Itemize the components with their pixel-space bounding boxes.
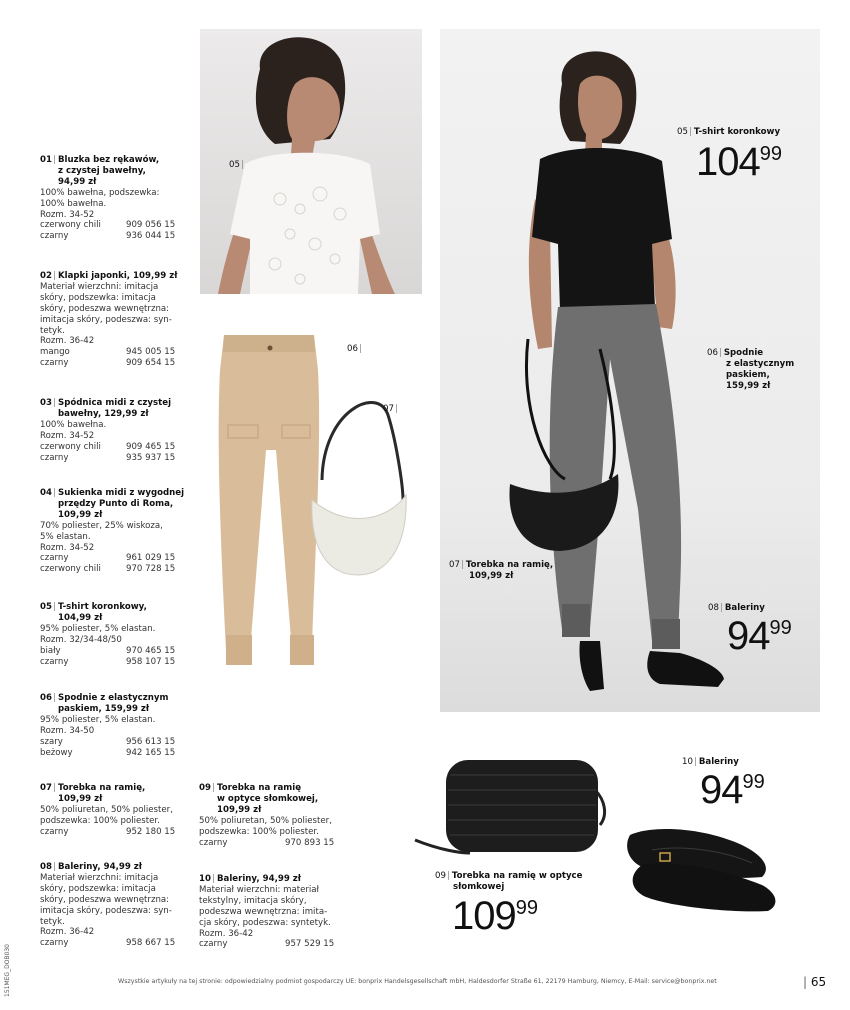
product-title-line: 94,99 zł — [58, 176, 97, 187]
product-detail-line: 100% bawełna. — [40, 198, 107, 209]
variant-color: czarny — [40, 938, 69, 949]
legal-footer: Wszystkie artykuły na tej stronie: odpowiedzialny podmiot gospodarczy UE: bonprix Handelsgesellschaft mbH, Haldesdorfer Straße 61, 22179 Hamburg, Niemcy, E-Mail: service@bonprix.net — [118, 978, 717, 985]
product-detail-line: podszewka: 100% poliester. — [40, 815, 160, 826]
product-number: 01 | — [40, 155, 58, 188]
variant-code: 961 029 15 — [126, 553, 176, 564]
product-detail-line: 50% poliuretan, 50% poliester, — [199, 815, 332, 826]
variant-code: 909 465 15 — [126, 441, 176, 452]
variant-color: czarny — [40, 656, 69, 667]
variant-row — [40, 231, 190, 242]
product-detail-line: tekstylny, imitacja skóry, — [199, 895, 307, 906]
price-tshirt: 10499 — [696, 140, 782, 184]
variant-code: 956 613 15 — [126, 736, 176, 747]
product-title — [58, 271, 190, 282]
product-title-line: Torebka na ramię, — [58, 783, 146, 793]
product-title-line: 109,99 zł — [217, 804, 262, 815]
variant-code: 957 529 15 — [285, 939, 335, 950]
variant-code: 936 044 15 — [126, 231, 176, 242]
product-number: 05 | — [40, 602, 58, 624]
product-entry-10 — [199, 874, 359, 950]
variant-row — [40, 347, 190, 358]
product-detail-line: Rozm. 34-52 — [40, 542, 95, 553]
variant-color: czerwony chili — [40, 441, 101, 452]
product-detail-line: 100% bawełna. — [40, 419, 107, 430]
product-detail-line: 95% poliester, 5% elastan. — [40, 623, 156, 634]
variant-row — [40, 827, 190, 838]
product-title-line: Sukienka midi z wygodnej — [58, 488, 185, 498]
product-entry-heading — [40, 271, 190, 282]
variant-color: czarny — [199, 837, 228, 848]
product-title-line: z czystej bawełny, — [58, 165, 146, 176]
product-entry-05 — [40, 602, 190, 667]
product-number: 02 | — [40, 271, 58, 282]
product-title-line: 109,99 zł — [58, 793, 103, 804]
product-title-line: 109,99 zł — [58, 509, 103, 520]
product-title — [217, 783, 359, 816]
product-detail-line: Materiał wierzchni: imitacja — [40, 872, 159, 883]
product-number: 06 | — [40, 693, 58, 715]
variant-row — [40, 358, 190, 369]
ballet-flats-product — [622, 805, 782, 915]
product-title — [217, 874, 359, 885]
price-shoes-08: 9499 — [727, 614, 792, 658]
variant-color: czarny — [40, 452, 69, 463]
product-detail-line: skóry, podeszwa wewnętrzna: — [40, 894, 170, 905]
product-number: 10 | — [199, 874, 217, 885]
marker-05: 05 | — [229, 160, 244, 170]
variant-row — [40, 564, 190, 575]
product-title-line: paskiem, 159,99 zł — [58, 703, 150, 714]
product-entry-08 — [40, 862, 190, 949]
variant-code: 952 180 15 — [126, 826, 176, 837]
product-entry-04 — [40, 488, 190, 575]
product-detail-line: cja skóry, podeszwa: syntetyk. — [199, 917, 331, 928]
product-title-line: 104,99 zł — [58, 612, 103, 623]
product-number: 09 | — [199, 783, 217, 816]
product-entry-heading — [40, 155, 190, 188]
product-title — [58, 783, 190, 805]
product-detail-line: imitacja skóry, podeszwa: syn- — [40, 905, 172, 916]
product-entry-01 — [40, 155, 190, 242]
variant-code: 970 728 15 — [126, 564, 176, 575]
product-title-line: Baleriny, 94,99 zł — [217, 874, 301, 884]
variant-code: 958 667 15 — [126, 938, 176, 949]
variant-code: 909 056 15 — [126, 220, 176, 231]
product-title — [58, 693, 190, 715]
product-number: 03 | — [40, 398, 58, 420]
product-entry-heading — [40, 862, 190, 873]
variant-code: 909 654 15 — [126, 358, 176, 369]
price-straw-bag: 10999 — [452, 894, 538, 938]
variant-row — [40, 220, 190, 231]
product-detail-line: podszewka: 100% poliester. — [199, 826, 319, 837]
variant-row — [40, 657, 190, 668]
product-detail-line: Rozm. 36-42 — [40, 336, 95, 347]
variant-row — [40, 938, 190, 949]
straw-bag-product — [410, 755, 610, 865]
product-entry-heading — [199, 783, 359, 816]
product-detail-line: Rozm. 34-52 — [40, 430, 95, 441]
variant-code: 970 465 15 — [126, 645, 176, 656]
product-entry-09 — [199, 783, 359, 848]
product-title — [58, 488, 190, 521]
product-entry-heading — [40, 783, 190, 805]
product-detail-line: 50% poliuretan, 50% poliester, — [40, 804, 173, 815]
product-entry-heading — [199, 874, 359, 885]
product-number: 07 | — [40, 783, 58, 805]
product-detail-line: tetyk. — [40, 916, 65, 927]
product-title — [58, 602, 190, 624]
callout-shoes-08: 08 | Baleriny — [708, 603, 765, 614]
product-title-line: Torebka na ramię — [217, 783, 302, 793]
product-title-line: bawełny, 129,99 zł — [58, 408, 149, 419]
product-detail-line: skóry, podeszwa wewnętrzna: — [40, 303, 170, 314]
product-detail-line: 70% poliester, 25% wiskoza, — [40, 520, 163, 531]
variant-color: czarny — [40, 358, 69, 369]
variant-row — [40, 748, 190, 759]
product-entry-heading — [40, 488, 190, 521]
variant-color: czarny — [40, 553, 69, 564]
callout-tshirt: 05 | T-shirt koronkowy — [677, 127, 780, 138]
product-detail-line: Materiał wierzchni: materiał — [199, 884, 320, 895]
variant-color: biały — [40, 645, 61, 656]
product-title-line: Spodnie z elastycznym — [58, 693, 169, 703]
catalog-code: 151MEG_DOB030 — [4, 944, 11, 997]
product-number: 04 | — [40, 488, 58, 521]
callout-pants: 06 | Spodnie z elastycznym paskiem, 159,99 zł — [707, 348, 794, 392]
variant-row — [199, 838, 359, 849]
product-entry-heading — [40, 693, 190, 715]
page-number: | 65 — [803, 975, 826, 989]
variant-row — [40, 442, 190, 453]
product-detail-line: tetyk. — [40, 325, 65, 336]
product-title — [58, 398, 190, 420]
variant-code: 942 165 15 — [126, 747, 176, 758]
product-entry-07 — [40, 783, 190, 838]
product-detail-line: 5% elastan. — [40, 531, 91, 542]
variant-color: czarny — [40, 231, 69, 242]
marker-07: 07 | — [383, 404, 398, 414]
variant-row — [40, 553, 190, 564]
product-title-line: w optyce słomkowej, — [217, 793, 319, 804]
product-detail-line: Rozm. 34-50 — [40, 725, 95, 736]
product-title-line: T-shirt koronkowy, — [58, 602, 147, 612]
product-title — [58, 862, 190, 873]
product-detail-line: skóry, podszewka: imitacja — [40, 883, 156, 894]
product-detail-line: Rozm. 36-42 — [199, 928, 254, 939]
product-title-line: przędzy Punto di Roma, — [58, 498, 174, 509]
product-title-line: Baleriny, 94,99 zł — [58, 862, 142, 872]
variant-code: 945 005 15 — [126, 347, 176, 358]
product-entry-03 — [40, 398, 190, 463]
product-title-line: Spódnica midi z czystej — [58, 398, 172, 408]
product-detail-line: 95% poliester, 5% elastan. — [40, 714, 156, 725]
product-number: 08 | — [40, 862, 58, 873]
variant-color: czarny — [40, 826, 69, 837]
callout-straw-bag: 09 | Torebka na ramię w optyce słomkowej — [435, 871, 582, 893]
product-title-line: Bluzka bez rękawów, — [58, 155, 160, 165]
variant-row — [40, 646, 190, 657]
product-title — [58, 155, 190, 188]
product-entry-heading — [40, 602, 190, 624]
product-detail-line: Rozm. 32/34-48/50 — [40, 634, 122, 645]
product-detail-line: Rozm. 36-42 — [40, 927, 95, 938]
variant-color: czarny — [199, 939, 228, 950]
variant-row — [199, 939, 359, 950]
product-detail-line: imitacja skóry, podeszwa: syn- — [40, 314, 172, 325]
variant-color: beżowy — [40, 747, 73, 758]
variant-color: czerwony chili — [40, 220, 101, 231]
product-detail-line: podeszwa wewnętrzna: imita- — [199, 906, 328, 917]
variant-code: 958 107 15 — [126, 656, 176, 667]
callout-bag: 07 | Torebka na ramię, 109,99 zł — [449, 560, 553, 582]
variant-code: 935 937 15 — [126, 452, 176, 463]
variant-color: czerwony chili — [40, 564, 101, 575]
callout-shoes-10: 10 | Baleriny — [682, 757, 739, 768]
variant-color: mango — [40, 347, 70, 358]
variant-code: 970 893 15 — [285, 837, 335, 848]
marker-06: 06 | — [347, 344, 362, 354]
variant-row — [40, 453, 190, 464]
product-detail-line: 100% bawełna, podszewka: — [40, 187, 160, 198]
product-entry-heading — [40, 398, 190, 420]
product-detail-line: Materiał wierzchni: imitacja — [40, 281, 159, 292]
product-title-line: Klapki japonki, 109,99 zł — [58, 271, 178, 281]
variant-color: szary — [40, 736, 63, 747]
product-detail-line: Rozm. 34-52 — [40, 209, 95, 220]
price-shoes-10: 9499 — [700, 768, 765, 812]
product-entry-02 — [40, 271, 190, 369]
product-detail-line: skóry, podszewka: imitacja — [40, 292, 156, 303]
variant-row — [40, 737, 190, 748]
product-entry-06 — [40, 693, 190, 758]
white-shoulder-bag-product — [308, 390, 416, 580]
